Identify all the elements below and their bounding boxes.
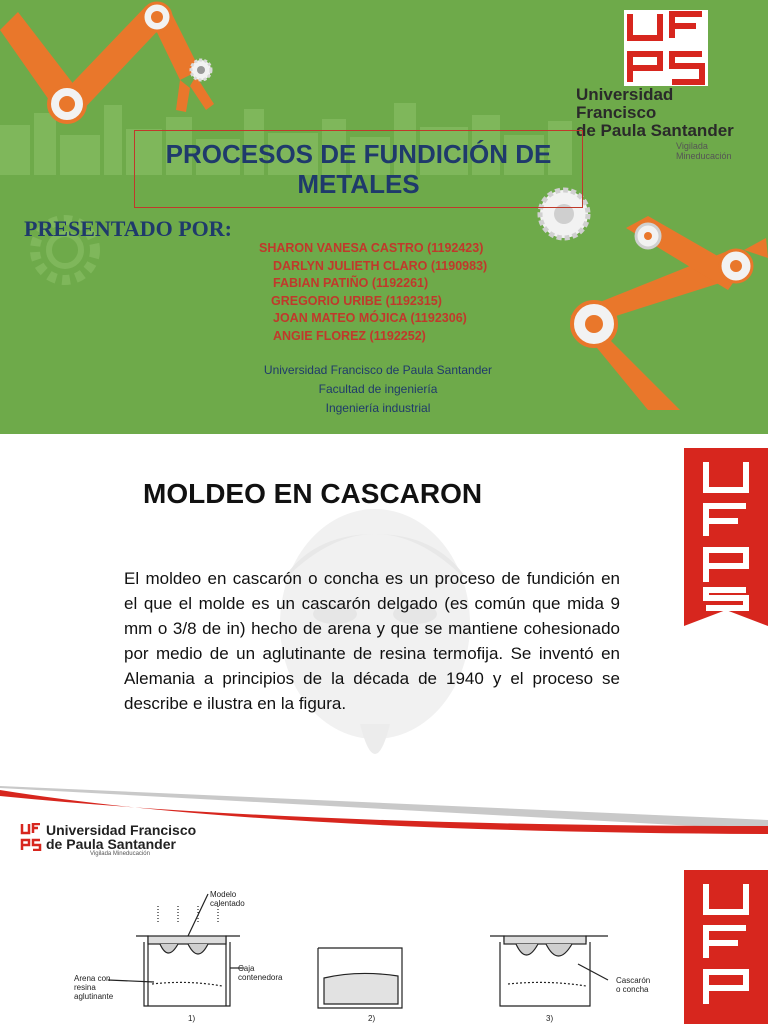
label-modelo-line2: calentado: [210, 899, 245, 908]
title-line-2: METALES: [297, 169, 420, 199]
page-title: [134, 130, 583, 208]
ufps-logo: [576, 10, 756, 161]
label-modelo: [210, 890, 245, 908]
footer-logo-tagline: Vigilada Mineducación: [90, 851, 150, 857]
title-slide: [0, 0, 768, 434]
label-arena-line2: resina: [74, 983, 96, 992]
step-3-label: 3): [546, 1014, 554, 1023]
author-name: ANGIE FLOREZ (1192252): [273, 328, 426, 343]
ufps-logo-icon: [20, 823, 42, 851]
author-name: SHARON VANESA CASTRO (1192423): [259, 241, 484, 255]
gear-icon: [636, 224, 660, 248]
footer-logo-line2: de Paula Santander: [46, 836, 176, 852]
label-cascaron-line2: o concha: [616, 985, 649, 994]
gear-icon: [49, 86, 85, 122]
institution-name: Universidad Francisco de Paula Santander: [263, 363, 493, 377]
ufps-banner-icon: [684, 870, 768, 1024]
faculty-name: Facultad de ingeniería: [318, 382, 438, 396]
institution-info: [238, 361, 518, 418]
author-name: GREGORIO URIBE (1192315): [271, 293, 442, 308]
label-arena: [74, 974, 113, 1001]
figure-drawing: [68, 884, 668, 1024]
gear-icon: [143, 3, 171, 31]
shell-molding-figure: [68, 884, 668, 1024]
label-cascaron-line1: Cascarón: [616, 976, 651, 985]
presented-by-label: PRESENTADO POR:: [24, 216, 232, 241]
gear-icon: [572, 302, 616, 346]
gear-icon: [720, 250, 752, 282]
ufps-logo-icon: [624, 10, 708, 86]
author-name: JOAN MATEO MÓJICA (1192306): [273, 311, 467, 325]
author-name: DARLYN JULIETH CLARO (1190983): [273, 258, 488, 273]
label-caja: [238, 964, 282, 982]
label-caja-line1: Caja: [238, 964, 255, 973]
logo-name-line1: Universidad Francisco: [576, 85, 674, 122]
label-cascaron: [616, 976, 650, 994]
logo-tagline: Vigilada Mineducación: [676, 141, 732, 161]
label-arena-line3: aglutinante: [74, 992, 114, 1001]
step-1-label: 1): [188, 1014, 196, 1023]
ufps-banner-icon: [684, 448, 768, 626]
gear-icon: [191, 60, 211, 80]
title-line-1: PROCESOS DE FUNDICIÓN DE: [165, 139, 552, 169]
section-heading: MOLDEO EN CASCARON: [143, 478, 483, 509]
footer-logo-line1: Universidad Francisco: [46, 822, 197, 838]
author-name: FABIAN PATIÑO (1192261): [273, 276, 429, 290]
label-arena-line1: Arena con: [74, 974, 111, 983]
step-2-label: 2): [368, 1014, 376, 1023]
robot-arm-icon: [0, 0, 230, 135]
content-slide: [0, 434, 768, 1024]
label-caja-line2: contenedora: [238, 973, 283, 982]
logo-name-line2: de Paula Santander: [576, 121, 734, 140]
label-modelo-line1: Modelo: [210, 890, 237, 899]
body-paragraph: El moldeo en cascarón o concha es un proceso de fundición en el que el molde es un cascarón delgado (es común que mida 9 mm o 3/8 de in) hecho de arena y que se mantiene cohesionado por medio de un aglutinante de resina termofija. Se inventó en Alemania a principios de la década de 1940 y el proceso se describe e ilustra en la figura.: [124, 569, 620, 713]
program-name: Ingeniería industrial: [325, 401, 431, 415]
robot-arm-icon: [530, 180, 768, 410]
author-list: [259, 240, 487, 345]
footer-logo-name: [46, 823, 196, 851]
